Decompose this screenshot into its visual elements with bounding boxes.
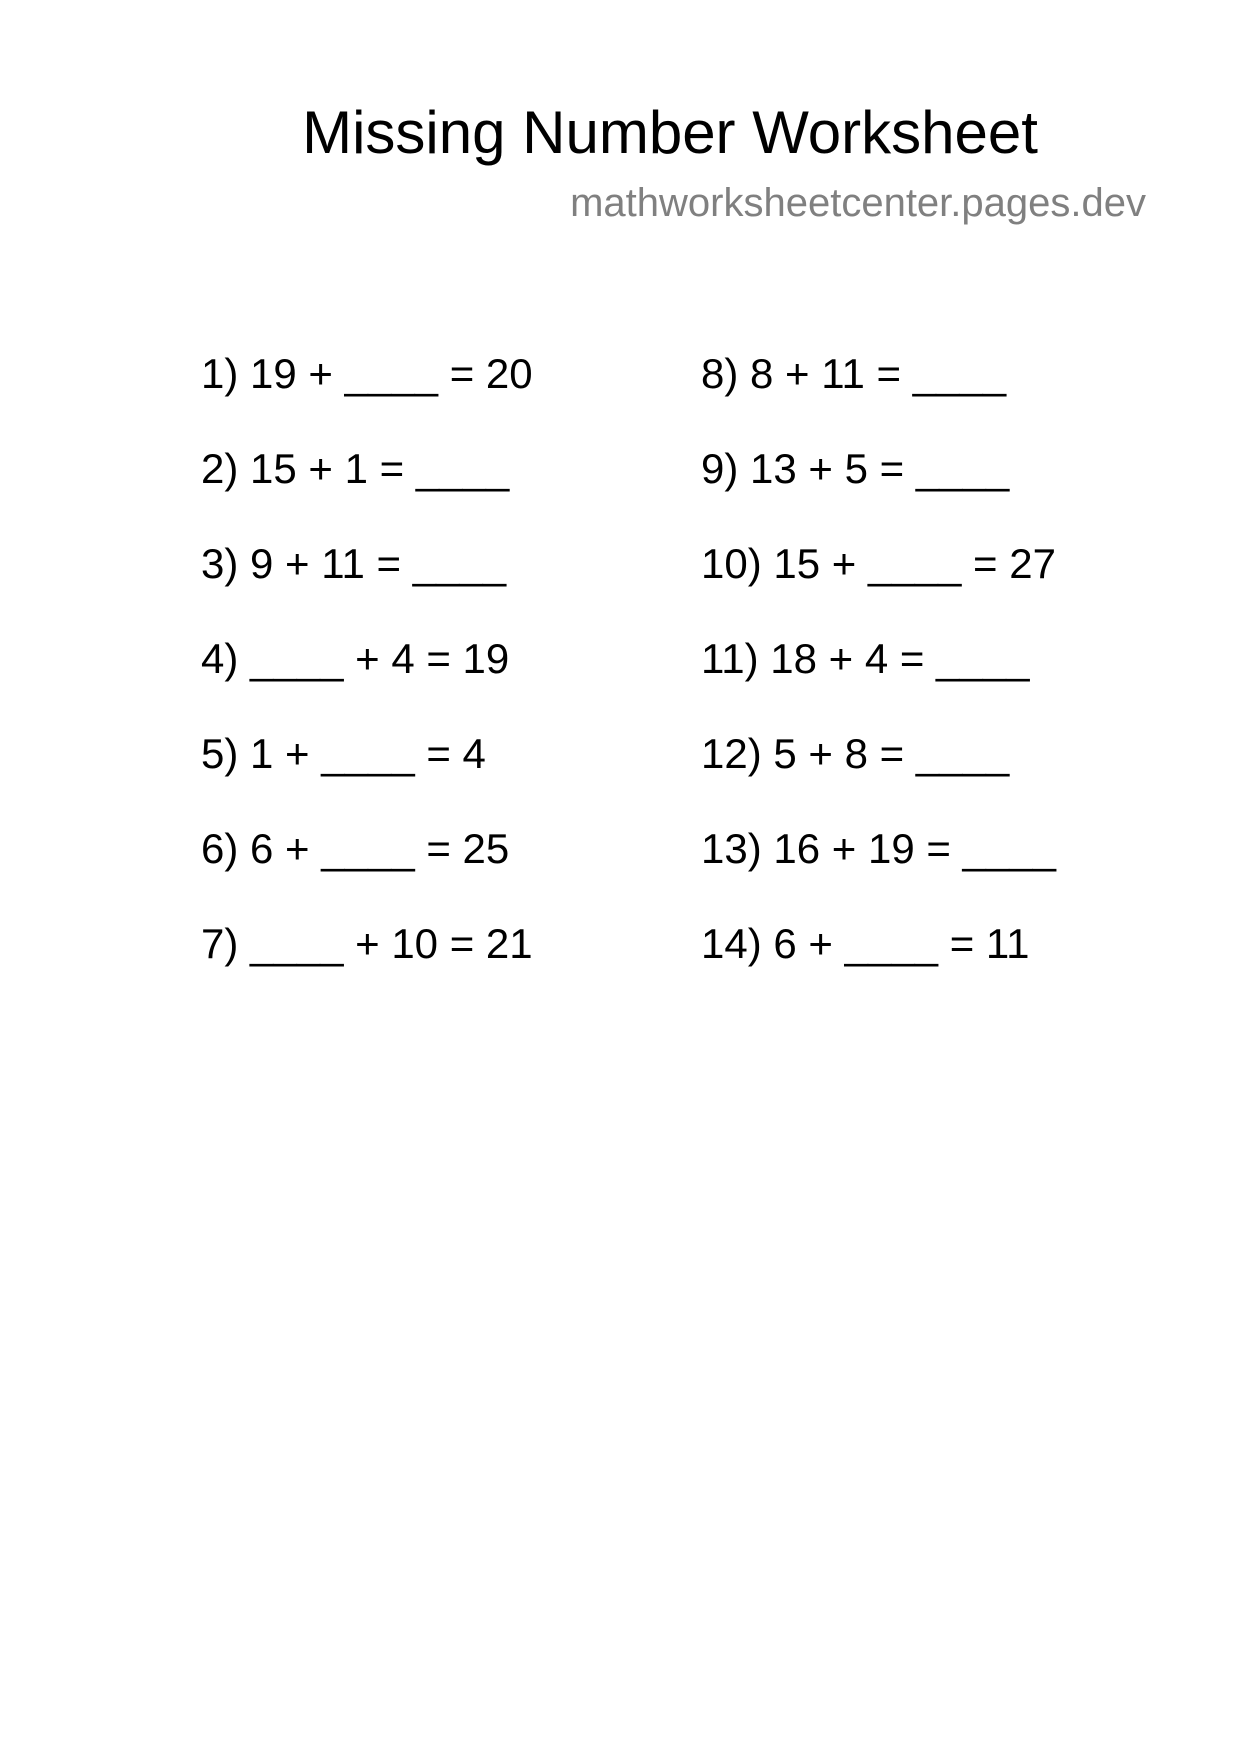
problem-8: 8) 8 + 11 = ____: [701, 350, 1007, 397]
problem-1: 1) 19 + ____ = 20: [201, 350, 533, 397]
problem-6: 6) 6 + ____ = 25: [201, 825, 510, 872]
problem-14: 14) 6 + ____ = 11: [701, 920, 1030, 967]
site-url: mathworksheetcenter.pages.dev: [570, 181, 1146, 225]
problems-left-column: [201, 350, 533, 1015]
problem-2: 2) 15 + 1 = ____: [201, 445, 510, 492]
problems-right-column: [701, 350, 1056, 1015]
problem-10: 10) 15 + ____ = 27: [701, 540, 1056, 587]
problem-7: 7) ____ + 10 = 21: [201, 920, 533, 967]
problem-3: 3) 9 + 11 = ____: [201, 540, 507, 587]
problem-5: 5) 1 + ____ = 4: [201, 730, 486, 777]
problem-13: 13) 16 + 19 = ____: [701, 825, 1056, 872]
problem-4: 4) ____ + 4 = 19: [201, 635, 510, 682]
page-title: Missing Number Worksheet: [302, 99, 1038, 166]
problem-9: 9) 13 + 5 = ____: [701, 445, 1010, 492]
problem-12: 12) 5 + 8 = ____: [701, 730, 1010, 777]
problem-11: 11) 18 + 4 = ____: [701, 635, 1030, 682]
